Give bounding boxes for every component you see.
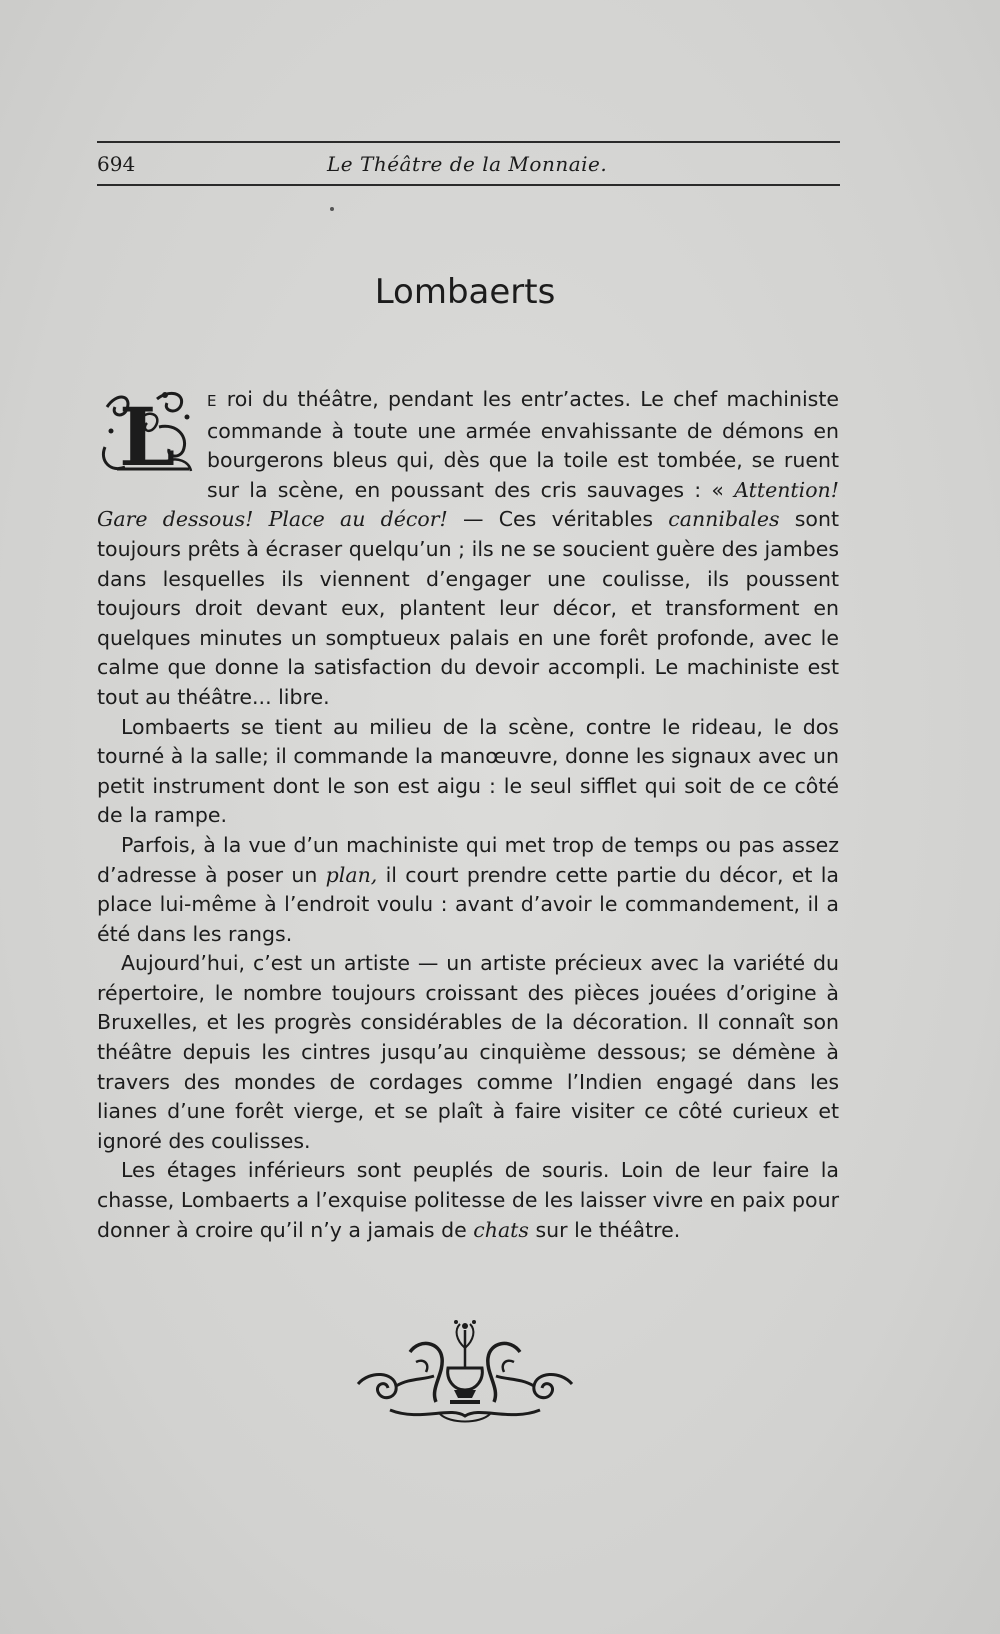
p1-italic-a: Attention! Gare dessous! Place au décor! [97, 477, 839, 532]
p3-text-b: il court prendre cette partie du décor, et la place lui-même à l’endroit voulu : avant d’avoir le commandement, il a été dans les rangs. [97, 862, 839, 946]
paragraph-4: Aujourd’hui, c’est un artiste — un artiste précieux avec la variété du répertoire, le nombre toujours croissant des pièces jouées d’origine à Bruxelles, et les progrès considérables de la décoration. Il connaît son théâtre depuis les cintres jusqu’au cinquième dessous; se démène à travers des mondes de cordages comme l’Indien engagé dans les lianes d’une forêt vierge, et se plaît à faire visiter ce côté curieux et ignoré des coulisses. [97, 951, 839, 1153]
lead-in-letter: E [207, 392, 218, 410]
paper-speck [330, 207, 334, 211]
p1-text-b: — Ces véritables [447, 507, 669, 532]
header-bottom-rule [97, 184, 840, 186]
p5-text-b: sur le théâtre. [528, 1217, 681, 1242]
article-body [97, 385, 839, 1245]
header-top-rule [97, 141, 840, 143]
running-title: Le Théâtre de la Monnaie. [327, 152, 608, 176]
paragraph-2: Lombaerts se tient au milieu de la scène, contre le rideau, le dos tourné à la salle; il commande la manœuvre, donne les signaux avec un petit instrument dont le son est aigu : le seul sifflet qui soit de ce côté de la rampe. [97, 714, 839, 828]
page-number: 694 [97, 152, 136, 176]
paragraph-3 [97, 831, 839, 949]
p5-italic: chats [473, 1217, 529, 1242]
drop-cap-l-ornament [97, 387, 197, 477]
p3-text-a: Parfois, à la vue d’un machiniste qui met trop de temps ou pas assez d’adresse à poser un [97, 832, 839, 887]
p1-text-c: sont toujours prêts à écraser quelqu’un ; ils ne se soucient guère des jambes dans lesquelles ils viennent d’engager une coulisse, ils poussent toujours droit devant eux, plantent leur décor, et transforment en quelques minutes un somptueux palais en une forêt profonde, avec le calme que donne la satisfaction du devoir accompli. Le machiniste est tout au théâtre... libre. [97, 507, 839, 709]
paragraph-1 [97, 385, 839, 713]
p5-text-a: Les étages inférieurs sont peuplés de souris. Loin de leur faire la chasse, Lombaerts a l’exquise politesse de les laisser vivre en paix pour donner à croire qu’il n’y a jamais de [97, 1158, 839, 1242]
drop-cap-letter: L [119, 390, 176, 477]
p1-text-a: roi du théâtre, pendant les entr’actes. Le chef machiniste commande à toute une armée envahissante de démons en bourgerons bleus qui, dès que la toile est tombée, se ruent sur la scène, en poussant des cris sauvages : « [207, 387, 839, 502]
tailpiece-ornament [350, 1318, 580, 1428]
p1-italic-b: cannibales [668, 507, 780, 532]
paragraph-5 [97, 1156, 839, 1245]
p3-italic: plan, [325, 862, 378, 887]
page-header [97, 152, 840, 180]
article-title: Lombaerts [374, 272, 556, 312]
